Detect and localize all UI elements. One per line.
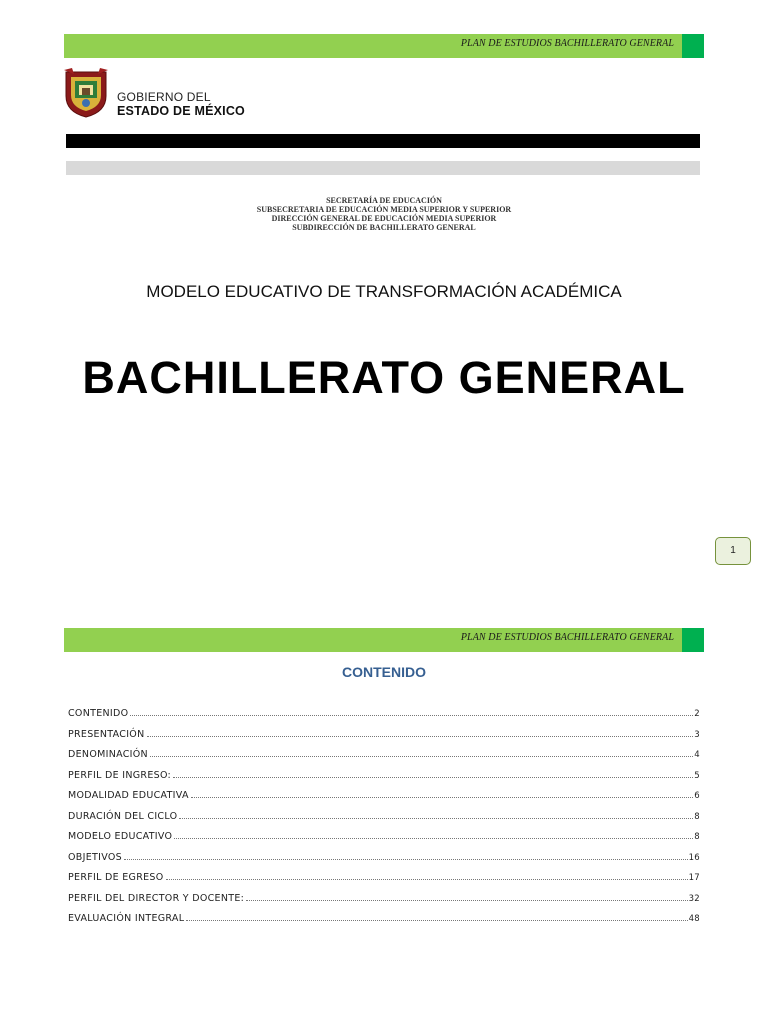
toc-entry[interactable] (68, 811, 700, 832)
toc-leader (147, 736, 694, 737)
toc-leader (174, 838, 693, 839)
toc-title: CONTENIDO (342, 664, 426, 680)
toc-entry[interactable] (68, 749, 700, 770)
toc-entry-page: 3 (694, 729, 700, 740)
header-bar (64, 34, 704, 58)
page-number-badge: 1 (715, 537, 751, 565)
gray-divider (66, 161, 700, 175)
toc-entry-label: DENOMINACIÓN (68, 749, 148, 760)
toc-leader (191, 797, 694, 798)
header-text: PLAN DE ESTUDIOS BACHILLERATO GENERAL (460, 38, 674, 49)
toc-entry[interactable] (68, 852, 700, 873)
toc-leader (186, 920, 687, 921)
toc-leader (150, 756, 693, 757)
toc-leader (130, 715, 693, 716)
secretaria-line: SUBSECRETARIA DE EDUCACIÓN MEDIA SUPERIOR Y SUPERIOR (256, 205, 512, 214)
toc-entry-page: 17 (688, 873, 700, 883)
header-square (682, 628, 704, 652)
secretaria-line: SECRETARÍA DE EDUCACIÓN (326, 196, 442, 205)
toc-entry[interactable] (68, 913, 700, 934)
toc-leader (173, 777, 693, 778)
document-title: BACHILLERATO GENERAL (82, 352, 686, 403)
toc-entry-label: PERFIL DE EGRESO (68, 872, 164, 883)
toc-entry-label: OBJETIVOS (68, 851, 122, 863)
table-of-contents (68, 708, 700, 934)
toc-entry[interactable] (68, 729, 700, 750)
toc-entry-label: PERFIL DE INGRESO: (68, 769, 172, 781)
header-bar (64, 628, 704, 652)
header-text: PLAN DE ESTUDIOS BACHILLERATO GENERAL (460, 632, 674, 643)
toc-entry-label: DURACIÓN DEL CICLO (68, 810, 178, 822)
secretaria-block (0, 196, 768, 232)
toc-entry[interactable] (68, 872, 700, 893)
toc-entry-page: 6 (694, 791, 700, 801)
toc-entry-page: 4 (694, 750, 700, 760)
toc-entry-page: 5 (694, 770, 700, 781)
black-divider (66, 134, 700, 148)
toc-entry-page: 8 (694, 811, 700, 822)
toc-entry-page: 8 (694, 832, 700, 842)
toc-leader (179, 818, 693, 819)
logo-line-2: ESTADO DE MÉXICO (117, 104, 245, 118)
toc-entry[interactable] (68, 708, 700, 729)
toc-entry-page: 2 (694, 709, 700, 719)
coat-of-arms-icon (62, 66, 110, 118)
logo-line-1: GOBIERNO DEL (117, 90, 211, 104)
secretaria-line: SUBDIRECCIÓN DE BACHILLERATO GENERAL (292, 223, 476, 232)
toc-entry-page: 48 (688, 914, 700, 924)
toc-entry-page: 32 (688, 893, 700, 904)
toc-entry[interactable] (68, 831, 700, 852)
toc-entry-label: MODELO EDUCATIVO (68, 831, 173, 842)
gobierno-logo (62, 66, 262, 120)
toc-entry-label: PRESENTACIÓN (68, 728, 145, 740)
toc-entry[interactable] (68, 790, 700, 811)
toc-entry-label: EVALUACIÓN INTEGRAL (68, 913, 185, 924)
toc-entry-label: PERFIL DEL DIRECTOR Y DOCENTE: (68, 892, 245, 904)
toc-leader (124, 859, 688, 860)
toc-leader (166, 879, 688, 880)
toc-entry[interactable] (68, 770, 700, 791)
toc-leader (246, 900, 687, 901)
toc-entry-label: MODALIDAD EDUCATIVA (68, 790, 189, 801)
secretaria-line: DIRECCIÓN GENERAL DE EDUCACIÓN MEDIA SUPERIOR (271, 214, 497, 223)
toc-entry[interactable] (68, 893, 700, 914)
modelo-heading: MODELO EDUCATIVO DE TRANSFORMACIÓN ACADÉMICA (146, 282, 622, 301)
header-square (682, 34, 704, 58)
toc-entry-label: CONTENIDO (68, 708, 129, 719)
toc-entry-page: 16 (688, 852, 700, 863)
